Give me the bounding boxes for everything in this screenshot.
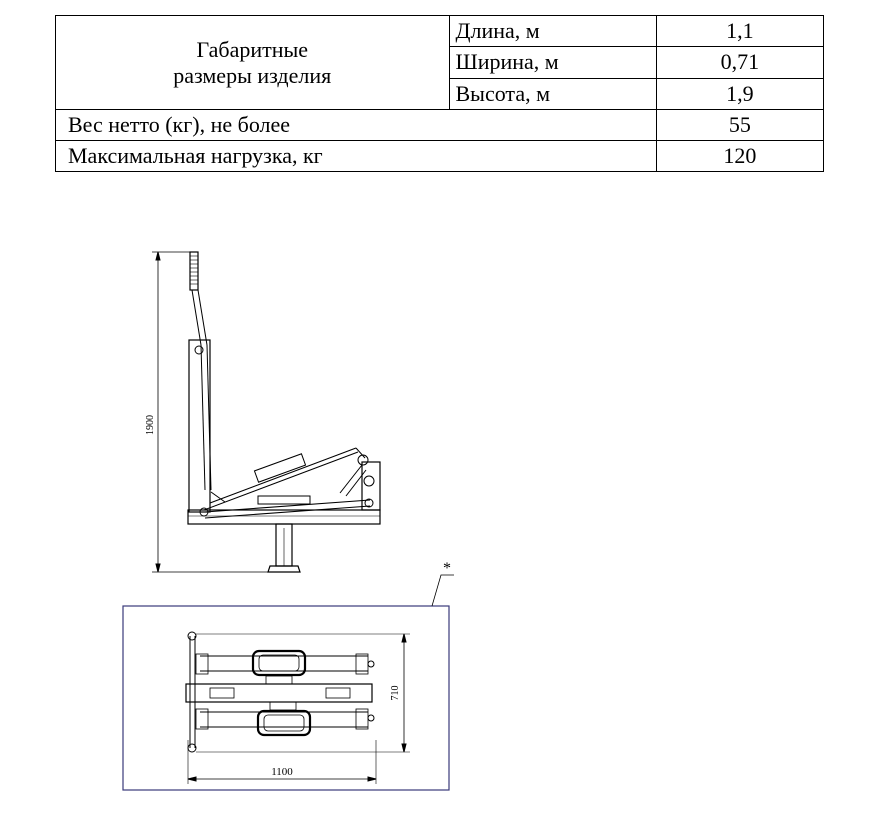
length-label: Длина, м [449,16,656,47]
height-dimension-label: 1900 [145,415,156,435]
max-load-value: 120 [656,141,823,172]
width-dimension-label: 710 [390,685,401,701]
length-value: 1,1 [656,16,823,47]
max-load-label: Максимальная нагрузка, кг [56,141,657,172]
plan-view [123,575,454,790]
weight-label: Вес нетто (кг), не более [56,110,657,141]
width-label: Ширина, м [449,47,656,78]
side-view [152,252,380,572]
note-mark: * [443,560,451,577]
group-label-line1: Габаритные [196,36,309,62]
height-label: Высота, м [449,78,656,109]
length-dimension-label: 1100 [271,766,293,778]
group-label-line2: размеры изделия [173,62,332,88]
weight-value: 55 [656,110,823,141]
width-value: 0,71 [656,47,823,78]
height-value: 1,9 [656,78,823,109]
